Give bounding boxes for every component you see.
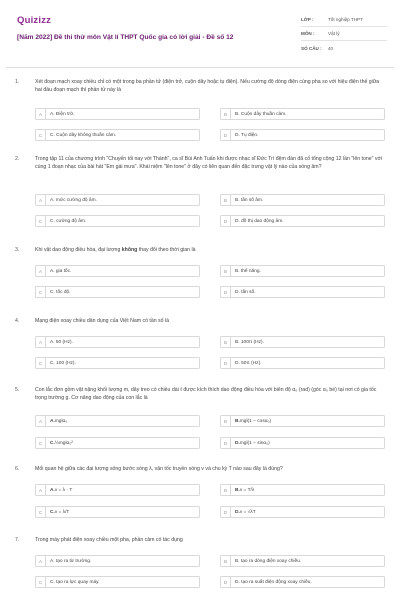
meta-key: MÔN : <box>301 31 315 36</box>
option-formula: mgl(1 − sinα₀) <box>239 440 270 446</box>
question-text: Xét đoạn mạch xoay chiều chỉ có một trong ba phần tử (điện trở, cuộn dây hoặc tụ điện). Nếu cường độ dòng điện cùng pha so với hiệu điện thế giữa hai đầu đoạn mạch thì phần tử này là <box>35 79 380 93</box>
question-number: 5. <box>15 387 20 393</box>
question-text: Trong máy phát điện xoay chiều một pha, phần cảm có tác dụng <box>35 537 183 543</box>
option-letter: D <box>221 358 231 368</box>
worksheet-header <box>17 12 387 57</box>
meta-row-count <box>301 41 387 55</box>
option-formula: v = √λT <box>239 509 256 515</box>
option-text: C. tạo ra lực quay máy. <box>50 579 100 585</box>
option-prefix: A. <box>50 487 55 493</box>
option-a[interactable] <box>35 415 200 427</box>
option-letter: C <box>36 358 46 368</box>
option-d[interactable] <box>220 576 385 588</box>
option-d[interactable] <box>220 437 385 449</box>
option-text: D. tần số. <box>235 289 256 295</box>
question-number: 1. <box>15 79 20 85</box>
option-c[interactable] <box>35 576 200 588</box>
option-text: A. mức cường độ âm. <box>50 197 97 203</box>
option-text: D. tạo ra suất điện động xoay chiều. <box>235 579 312 585</box>
option-letter: C <box>36 507 46 517</box>
option-text <box>231 419 271 424</box>
option-prefix: C. <box>50 509 55 515</box>
option-letter: B <box>221 266 231 276</box>
option-letter: B <box>221 109 231 119</box>
option-prefix: C. <box>50 440 55 446</box>
option-a[interactable] <box>35 555 200 567</box>
question-text-part: Khi vật dao động điều hòa, đại lượng <box>35 247 122 253</box>
option-d[interactable] <box>220 506 385 518</box>
option-d[interactable] <box>220 129 385 141</box>
option-text: B. tần số âm. <box>235 197 264 203</box>
worksheet-meta <box>301 13 387 55</box>
option-prefix: D. <box>235 440 240 446</box>
meta-key: LỚP : <box>301 17 314 22</box>
question-text-part: thay đổi theo thời gian là <box>137 247 196 253</box>
option-letter: C <box>36 287 46 297</box>
option-text: C. 100 (Hz). <box>50 360 76 366</box>
option-b[interactable] <box>220 484 385 496</box>
option-letter: D <box>221 577 231 587</box>
quizizz-logo: Quizizz <box>17 15 52 26</box>
meta-value: Vật lý <box>328 31 340 36</box>
option-formula: mgl(1 − cosα₀) <box>239 418 272 424</box>
option-letter: A <box>36 266 46 276</box>
question-text: Con lắc đơn gồm vật nặng khối lượng m, dây treo có chiều dài ℓ được kích thích dao động điều hòa với biên độ α₀ (rad) (góc α₀ bé) tại nơi có gia tốc trọng trường g. Cơ năng dao động của con lắc là <box>35 387 377 401</box>
option-letter: C <box>36 438 46 448</box>
question-number: 3. <box>15 247 20 253</box>
option-d[interactable] <box>220 286 385 298</box>
option-prefix: B. <box>235 418 240 424</box>
option-c[interactable] <box>35 506 200 518</box>
option-text: B. thế năng. <box>235 268 261 274</box>
option-text <box>46 488 72 493</box>
option-a[interactable] <box>35 108 200 120</box>
question-number: 6. <box>15 466 20 472</box>
option-letter: B <box>221 337 231 347</box>
option-d[interactable] <box>220 215 385 227</box>
question-text: Mối quan hệ giữa các đại lượng sóng bước sóng λ, vận tốc truyền sóng v và chu kỳ T nào sau đây là đúng? <box>35 466 283 472</box>
option-text <box>231 510 256 515</box>
option-text: C. tốc độ. <box>50 289 71 295</box>
option-prefix: B. <box>235 487 240 493</box>
option-text: B. tạo ra dòng điện xoay chiều. <box>235 558 302 564</box>
option-a[interactable] <box>35 194 200 206</box>
option-prefix: D. <box>235 509 240 515</box>
option-formula: mglα₀ <box>54 418 68 424</box>
option-c[interactable] <box>35 129 200 141</box>
option-letter: B <box>221 195 231 205</box>
option-b[interactable] <box>220 336 385 348</box>
meta-value: 40 <box>328 45 334 51</box>
option-text: C. cường độ âm. <box>50 218 87 224</box>
option-text: A. Điện trở. <box>50 111 75 117</box>
option-a[interactable] <box>35 265 200 277</box>
option-text: D. đồ thị dao động âm. <box>235 218 284 224</box>
option-text: B. Cuộn dây thuần cảm. <box>235 111 287 117</box>
option-d[interactable] <box>220 357 385 369</box>
question-number: 7. <box>15 537 20 543</box>
option-c[interactable] <box>35 437 200 449</box>
option-text: A. tạo ra từ trường. <box>50 558 92 564</box>
option-b[interactable] <box>220 194 385 206</box>
option-b[interactable] <box>220 555 385 567</box>
option-a[interactable] <box>35 336 200 348</box>
option-b[interactable] <box>220 265 385 277</box>
option-letter: C <box>36 216 46 226</box>
option-formula: v = T/λ <box>239 487 255 493</box>
option-letter: D <box>221 216 231 226</box>
option-text <box>46 441 73 446</box>
option-b[interactable] <box>220 108 385 120</box>
header-divider <box>6 67 394 68</box>
question-text: Mạng điện xoay chiều dân dụng của Việt Nam có tần số là <box>35 318 170 324</box>
option-c[interactable] <box>35 286 200 298</box>
option-text <box>46 419 67 424</box>
option-letter: D <box>221 438 231 448</box>
question-text-emphasis: không <box>121 247 138 253</box>
meta-key: SỐ CÂU : <box>301 45 322 51</box>
option-letter: B <box>221 485 231 495</box>
question-number: 2. <box>15 156 20 162</box>
option-text: D. 50π (Hz). <box>235 360 262 366</box>
option-letter: A <box>36 556 46 566</box>
option-letter: A <box>36 195 46 205</box>
question-text <box>35 247 385 255</box>
option-c[interactable] <box>35 215 200 227</box>
option-text: A. 50 (Hz). <box>50 339 73 345</box>
worksheet-title: [Năm 2022] Đề thi thử môn Vật lí THPT Quốc gia có lời giải - Đề số 12 <box>17 34 234 41</box>
option-prefix: A. <box>50 418 55 424</box>
option-letter: B <box>221 556 231 566</box>
option-formula: ½mglα₀² <box>54 440 73 446</box>
option-text <box>46 510 69 515</box>
option-text: A. gia tốc. <box>50 268 72 274</box>
option-letter: A <box>36 337 46 347</box>
option-text <box>231 488 254 493</box>
option-letter: C <box>36 577 46 587</box>
option-formula: v = λ/T <box>54 509 70 515</box>
option-a[interactable] <box>35 484 200 496</box>
option-text <box>231 441 270 446</box>
question-number: 4. <box>15 318 20 324</box>
option-letter: A <box>36 109 46 119</box>
option-formula: v = λ · T <box>54 487 73 493</box>
option-letter: C <box>36 130 46 140</box>
question-text: Trong tập 11 của chương trình "Chuyến tối nay với Thành", ca sĩ Bùi Anh Tuấn khi được nhạc sĩ Đức Trí đệm đàn đã cố tổng cộng 12 lần "lên tone" với cùng 1 đoạn nhạc của bài hát "Em gái mưa". Khái niệm "lên tone" ở đây có liên quan đến đặc trưng vật lý nào của sóng âm? <box>35 156 383 170</box>
option-letter: B <box>221 416 231 426</box>
option-letter: D <box>221 130 231 140</box>
option-letter: D <box>221 287 231 297</box>
option-letter: A <box>36 416 46 426</box>
option-text: D. Tụ điện. <box>235 132 259 138</box>
meta-value: Tốt nghiệp THPT <box>328 17 363 22</box>
option-text: B. 100π (Hz). <box>235 339 264 345</box>
meta-row-subject <box>301 27 387 41</box>
option-letter: D <box>221 507 231 517</box>
option-text: C. Cuộn dây không thuần cảm. <box>50 132 117 138</box>
option-b[interactable] <box>220 415 385 427</box>
meta-row-class <box>301 13 387 27</box>
option-c[interactable] <box>35 357 200 369</box>
option-letter: A <box>36 485 46 495</box>
